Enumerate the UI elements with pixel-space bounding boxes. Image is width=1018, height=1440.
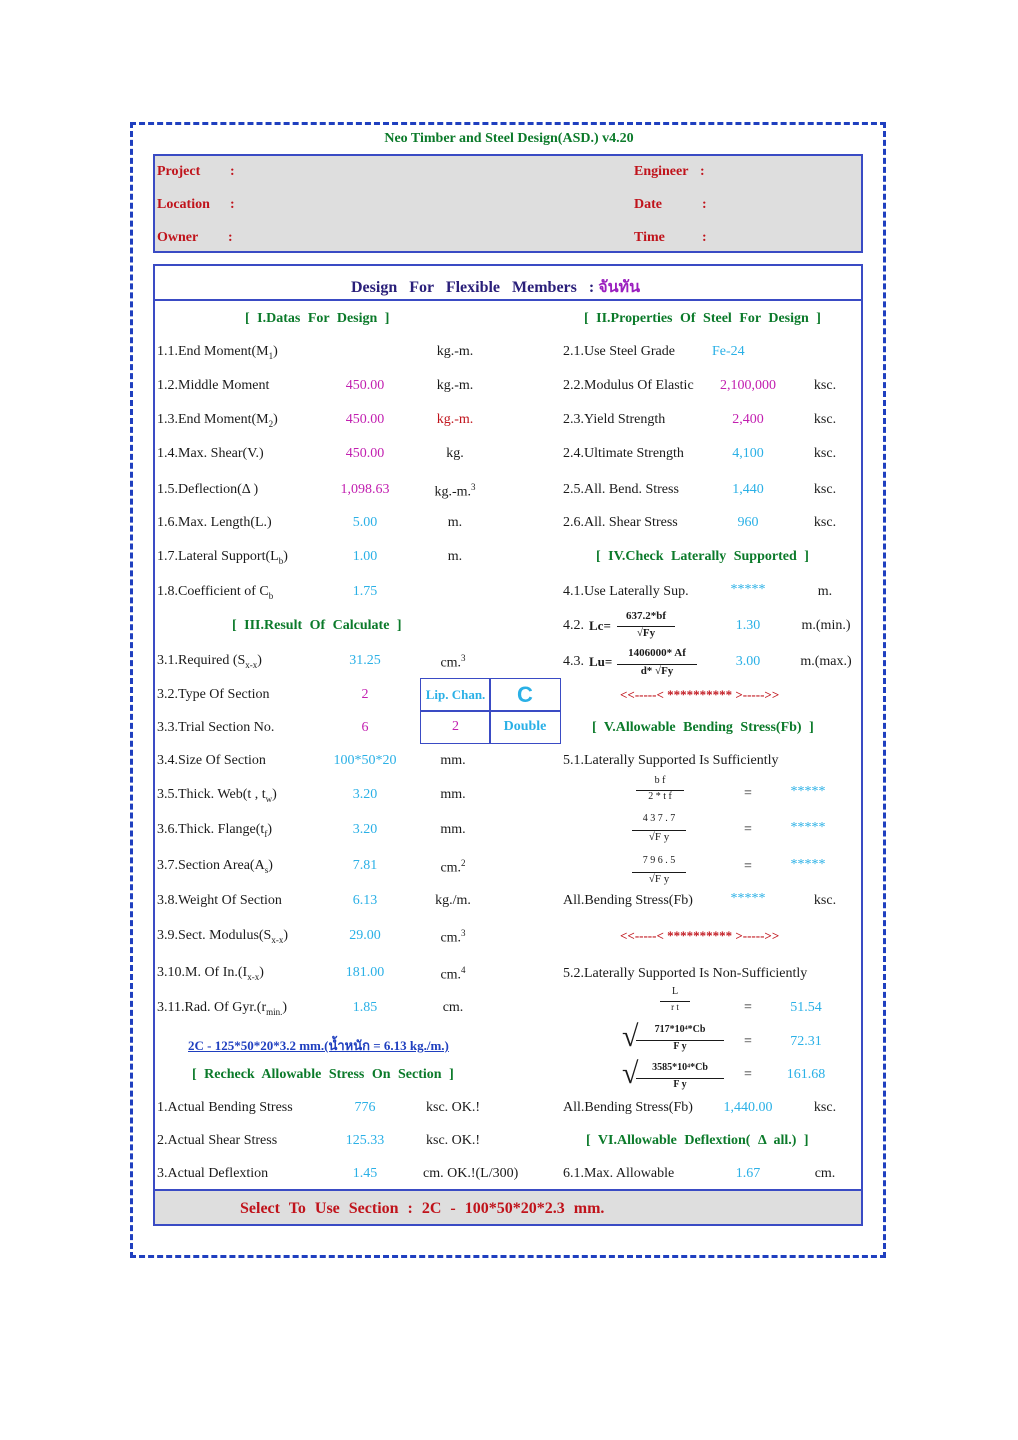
result-row-7-unit (423, 858, 483, 877)
result-row-6-unit (423, 822, 483, 838)
f2-equals: = (744, 822, 752, 837)
section-3-heading: [ III.Result Of Calculate ] (232, 618, 402, 633)
steel-row-5-label: 2.5.All. Bend. Stress (563, 482, 679, 497)
result-row-8-label (157, 893, 282, 909)
result-row-8-unit-text: kg./m. (435, 893, 471, 908)
steel-row-2-label: 2.2.Modulus Of Elastic (563, 378, 694, 393)
steel-row-1-label: 2.1.Use Steel Grade (563, 344, 675, 359)
result-row-4-unit (423, 753, 483, 769)
g3-numerator: 3585*10⁴*Cb (652, 1062, 708, 1073)
g2-value: 72.31 (790, 1034, 822, 1049)
r41-unit: m. (817, 584, 833, 599)
result-row-4-label (157, 753, 266, 769)
section-count: 2 (452, 719, 459, 734)
data-row-8-label (157, 584, 273, 601)
result-row-3-value: 6 (361, 720, 369, 735)
data-row-5-unit-superscript: 3 (471, 482, 476, 492)
result-row-5-unit-text: mm. (440, 787, 466, 802)
f3-denominator: √F y (632, 872, 686, 885)
result-row-4-value: 100*50*20 (333, 753, 397, 768)
result-row-11-unit (423, 1000, 483, 1016)
r42-numerator: 637.2*bf (625, 610, 667, 622)
data-row-5-value: 1,098.63 (340, 482, 390, 497)
g2-denominator: F y (636, 1040, 724, 1052)
data-row-7-unit-text: m. (447, 549, 463, 564)
r43-unit: m.(max.) (800, 654, 852, 669)
result-row-2-label-text: 3.2.Type Of Section (157, 687, 270, 702)
result-row-8-unit (423, 893, 483, 909)
result-row-9-unit-superscript: 3 (461, 928, 466, 938)
data-row-5-unit-text: kg.-m. (434, 484, 472, 500)
data-row-7-label-close: ) (283, 549, 288, 564)
owner-label: Owner (157, 230, 199, 245)
result-row-4-unit-text: mm. (440, 753, 466, 768)
recheck-row-2-unit: ksc. OK.! (426, 1133, 481, 1148)
data-row-1-label-subscript: 1 (268, 350, 274, 361)
steel-row-4-label: 2.4.Ultimate Strength (563, 446, 684, 461)
recheck-row-1-value: 776 (354, 1100, 376, 1115)
section-note: 2C - 125*50*20*3.2 mm.(น้ำหนัก = 6.13 kg./m.) (188, 1038, 449, 1053)
steel-row-5-value: 1,440 (732, 482, 764, 497)
recheck-heading: [ Recheck Allowable Stress On Section ] (192, 1067, 454, 1082)
data-row-1-unit (425, 344, 485, 360)
data-row-3-unit (425, 412, 485, 428)
result-row-1-unit (423, 653, 483, 672)
data-row-6-value: 5.00 (352, 515, 378, 530)
steel-row-6-label: 2.6.All. Shear Stress (563, 515, 678, 530)
data-row-4-label-text: 1.4.Max. Shear(V.) (157, 446, 264, 461)
result-row-11-label-subscript: min. (266, 1006, 283, 1017)
result-row-9-unit-text: cm. (440, 930, 462, 946)
result-row-10-label-subscript: x-x (247, 971, 260, 982)
data-row-3-label-subscript: 2 (268, 418, 274, 429)
location-label: Location (157, 197, 210, 212)
data-row-3-label (157, 412, 278, 429)
date-label: Date (634, 197, 662, 212)
result-row-6-label (157, 822, 272, 839)
data-row-4-unit-text: kg. (446, 446, 464, 461)
f1-value: ***** (790, 784, 826, 799)
lip-channel-cell (420, 678, 491, 712)
fb-unit: ksc. (813, 893, 837, 908)
result-row-6-label-subscript: f (264, 828, 268, 839)
selected-section: Select To Use Section : 2C - 100*50*20*2.3 mm. (240, 1200, 605, 1217)
result-row-11-label-close: ) (282, 1000, 288, 1015)
result-row-11-label-text: 3.11.Rad. Of Gyr.(r (157, 1000, 267, 1015)
data-row-5-label-text: 1.5.Deflection(Δ ) (157, 482, 259, 497)
result-row-9-value: 29.00 (349, 928, 381, 943)
steel-row-4-value: 4,100 (732, 446, 764, 461)
fb-value: ***** (730, 891, 766, 906)
location-colon: : (230, 197, 235, 212)
steel-row-2-value: 2,100,000 (720, 378, 776, 393)
f1-numerator: b f (654, 775, 666, 786)
f3-value: ***** (790, 857, 826, 872)
steel-row-5-unit: ksc. (813, 482, 837, 497)
g1-equals: = (744, 1000, 752, 1015)
f1-denominator: 2 * t f (636, 790, 684, 802)
result-row-5-label-text: 3.5.Thick. Web(t , t (157, 787, 266, 802)
f2-value: ***** (790, 820, 826, 835)
deflection-label: 6.1.Max. Allowable (563, 1166, 675, 1181)
result-row-6-unit-text: mm. (440, 822, 466, 837)
r43-label: 4.3. (563, 654, 584, 669)
recheck-row-3-value: 1.45 (352, 1166, 378, 1181)
r52-label: 5.2.Laterally Supported Is Non-Sufficiently (563, 966, 808, 981)
steel-row-3-value: 2,400 (732, 412, 764, 427)
time-label: Time (634, 230, 665, 245)
result-row-1-unit-superscript: 3 (461, 653, 466, 663)
steel-row-4-unit: ksc. (813, 446, 837, 461)
double-cell (489, 710, 561, 744)
g2-equals: = (744, 1034, 752, 1049)
result-row-10-value: 181.00 (345, 965, 385, 980)
recheck-row-1-label: 1.Actual Bending Stress (157, 1100, 293, 1115)
data-row-2-unit (425, 378, 485, 394)
data-row-1-label-close: ) (273, 344, 278, 359)
data-row-7-label (157, 549, 288, 566)
result-row-3-label (157, 720, 274, 736)
result-row-1-label-text: 3.1.Required (S (157, 653, 246, 668)
data-row-6-unit-text: m. (447, 515, 463, 530)
data-row-5-label (157, 482, 258, 498)
bending-warning: <<-----< ********** >----->> (620, 928, 780, 943)
result-row-9-label-text: 3.9.Sect. Modulus(S (157, 928, 272, 943)
data-row-8-label-text: 1.8.Coefficient of C (157, 584, 269, 599)
f2-numerator: 4 3 7 . 7 (642, 813, 676, 824)
design-member: จันทัน (598, 279, 641, 296)
f3-numerator: 7 9 6 . 5 (642, 855, 676, 866)
data-row-3-unit-text: kg.-m. (436, 412, 474, 427)
r42-denominator: √Fy (617, 626, 675, 639)
data-row-3-label-text: 1.3.End Moment(M (157, 412, 269, 427)
project-colon: : (230, 164, 235, 179)
result-row-3-label-text: 3.3.Trial Section No. (157, 720, 275, 735)
g3-denominator: F y (636, 1078, 724, 1090)
design-title: Design For Flexible Members : (351, 279, 595, 296)
data-row-6-label-text: 1.6.Max. Length(L.) (157, 515, 272, 530)
result-row-7-unit-text: cm. (440, 860, 462, 876)
result-row-10-label-text: 3.10.M. Of In.(I (157, 965, 248, 980)
result-row-10-label (157, 965, 264, 982)
result-row-7-label-subscript: s (264, 864, 269, 875)
data-row-2-label-text: 1.2.Middle Moment (157, 378, 270, 393)
result-row-1-unit-text: cm. (440, 655, 462, 671)
recheck-row-2-label: 2.Actual Shear Stress (157, 1133, 278, 1148)
fb2-value: 1,440.00 (723, 1100, 773, 1115)
result-row-11-label (157, 1000, 287, 1017)
steel-row-2-unit: ksc. (813, 378, 837, 393)
result-row-11-value: 1.85 (352, 1000, 378, 1015)
result-row-10-unit-text: cm. (440, 967, 462, 983)
data-row-7-unit (425, 549, 485, 565)
result-row-5-label-subscript: w (265, 793, 273, 804)
data-row-3-label-close: ) (273, 412, 278, 427)
data-row-8-value: 1.75 (352, 584, 378, 599)
data-row-7-value: 1.00 (352, 549, 378, 564)
section-count-cell (420, 710, 491, 744)
result-row-6-label-close: ) (267, 822, 272, 837)
result-row-9-label-close: ) (283, 928, 289, 943)
section-1-heading: [ I.Datas For Design ] (245, 311, 390, 326)
result-row-7-label-text: 3.7.Section Area(A (157, 858, 265, 873)
engineer-label: Engineer (634, 164, 689, 179)
g3-value: 161.68 (786, 1067, 826, 1082)
result-row-2-value: 2 (361, 687, 369, 702)
fb-label: All.Bending Stress(Fb) (563, 893, 693, 908)
result-row-5-label-close: ) (272, 787, 277, 802)
result-row-8-value: 6.13 (352, 893, 378, 908)
steel-row-1-value: Fe-24 (712, 344, 745, 359)
engineer-colon: : (700, 164, 705, 179)
data-row-1-label (157, 344, 278, 361)
result-row-7-label-close: ) (268, 858, 273, 873)
result-row-1-label (157, 653, 262, 670)
deflection-unit: cm. (814, 1166, 836, 1181)
section-4-heading: [ IV.Check Laterally Supported ] (596, 549, 809, 564)
steel-row-3-label: 2.3.Yield Strength (563, 412, 666, 427)
f3-equals: = (744, 859, 752, 874)
data-row-2-value: 450.00 (345, 378, 385, 393)
g1-value: 51.54 (790, 1000, 822, 1015)
f2-denominator: √F y (632, 830, 686, 843)
result-row-6-label-text: 3.6.Thick. Flange(t (157, 822, 265, 837)
owner-colon: : (228, 230, 233, 245)
result-row-7-value: 7.81 (352, 858, 378, 873)
section-5-heading: [ V.Allowable Bending Stress(Fb) ] (592, 720, 814, 735)
data-row-4-unit (425, 446, 485, 462)
recheck-row-3-unit: cm. OK.!(L/300) (423, 1166, 519, 1181)
r43-denominator: d* √Fy (617, 664, 697, 677)
g2-numerator: 717*10⁴*Cb (654, 1024, 706, 1035)
section-letter-cell (489, 678, 561, 712)
result-row-7-unit-superscript: 2 (461, 858, 466, 868)
result-row-4-label-text: 3.4.Size Of Section (157, 753, 266, 768)
deflection-value: 1.67 (735, 1166, 761, 1181)
result-row-11-unit-text: cm. (442, 1000, 464, 1015)
result-row-10-label-close: ) (259, 965, 264, 980)
section-6-heading: [ VI.Allowable Deflextion( Δ all.) ] (586, 1133, 809, 1148)
steel-row-3-unit: ksc. (813, 412, 837, 427)
design-title-wrap (351, 275, 640, 300)
result-row-9-unit (423, 928, 483, 947)
fb2-unit: ksc. (813, 1100, 837, 1115)
date-colon: : (702, 197, 707, 212)
data-row-6-label (157, 515, 272, 531)
g1-numerator: L (671, 986, 679, 997)
data-row-7-label-subscript: b (278, 555, 284, 566)
result-row-10-unit (423, 965, 483, 984)
data-row-7-label-text: 1.7.Lateral Support(L (157, 549, 279, 564)
recheck-row-3-label: 3.Actual Deflextion (157, 1166, 269, 1181)
result-row-1-label-subscript: x-x (245, 659, 258, 670)
result-row-1-value: 31.25 (349, 653, 381, 668)
r41-value: ***** (730, 582, 766, 597)
section-2-heading: [ II.Properties Of Steel For Design ] (584, 311, 821, 326)
r42-symbol: Lc= (589, 618, 611, 633)
r42-unit: m.(min.) (801, 618, 851, 633)
data-row-6-unit (425, 515, 485, 531)
result-row-8-label-text: 3.8.Weight Of Section (157, 893, 282, 908)
fb2-label: All.Bending Stress(Fb) (563, 1100, 693, 1115)
data-row-4-value: 450.00 (345, 446, 385, 461)
result-row-6-value: 3.20 (352, 822, 378, 837)
time-colon: : (702, 230, 707, 245)
app-title: Neo Timber and Steel Design(ASD.) v4.20 (384, 131, 634, 146)
r42-label: 4.2. (563, 618, 584, 633)
data-row-2-unit-text: kg.-m. (436, 378, 474, 393)
lip-channel-label: Lip. Chan. (425, 687, 486, 702)
g3-root-icon: √ (622, 1057, 639, 1090)
data-row-3-value: 450.00 (345, 412, 385, 427)
result-row-9-label-subscript: x-x (271, 934, 284, 945)
data-row-1-label-text: 1.1.End Moment(M (157, 344, 269, 359)
r43-symbol: Lu= (589, 654, 613, 669)
f1-equals: = (744, 786, 752, 801)
recheck-row-2-value: 125.33 (345, 1133, 385, 1148)
g2-root-icon: √ (622, 1020, 639, 1053)
lateral-warning: <<-----< ********** >----->> (620, 687, 780, 702)
result-row-5-value: 3.20 (352, 787, 378, 802)
result-row-2-label (157, 687, 270, 703)
steel-row-6-value: 960 (737, 515, 759, 530)
r51-label: 5.1.Laterally Supported Is Sufficiently (563, 753, 779, 768)
result-row-9-label (157, 928, 288, 945)
data-row-1-unit-text: kg.-m. (436, 344, 474, 359)
info-box (153, 154, 863, 253)
double-label: Double (503, 719, 547, 734)
result-row-10-unit-superscript: 4 (461, 965, 466, 975)
r42-value: 1.30 (735, 618, 761, 633)
r41-label: 4.1.Use Laterally Sup. (563, 584, 689, 599)
project-label: Project (157, 164, 201, 179)
data-row-8-label-subscript: b (268, 590, 274, 601)
data-row-5-unit (425, 482, 485, 501)
section-letter: C (517, 682, 533, 707)
recheck-row-1-unit: ksc. OK.! (426, 1100, 481, 1115)
r43-numerator: 1406000* Af (628, 647, 686, 659)
result-row-5-unit (423, 787, 483, 803)
data-row-2-label (157, 378, 269, 394)
g1-denominator: r t (660, 1001, 690, 1012)
result-row-7-label (157, 858, 273, 875)
g3-equals: = (744, 1067, 752, 1082)
steel-row-6-unit: ksc. (813, 515, 837, 530)
r43-value: 3.00 (735, 654, 761, 669)
data-row-4-label (157, 446, 264, 462)
result-row-5-label (157, 787, 277, 804)
result-row-1-label-close: ) (257, 653, 262, 668)
